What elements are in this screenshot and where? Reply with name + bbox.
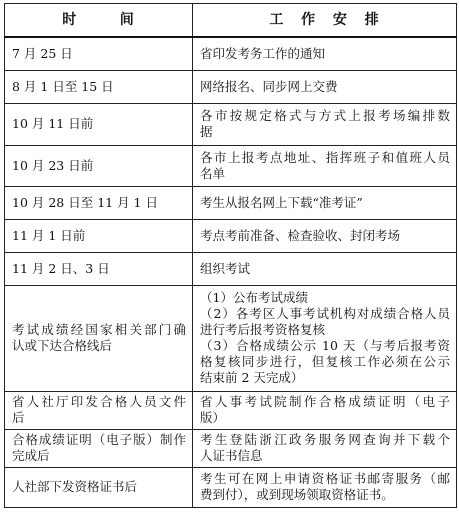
time-cell [5,467,193,507]
time-cell [5,285,193,391]
table-row [5,391,457,429]
task-cell [193,145,457,186]
task-text: 结束前 2 天完成） [200,370,304,385]
table-row [5,103,457,145]
task-text: 费到付），或到现场领取资格证书。 [200,487,394,502]
task-cell [193,285,457,391]
task-cell [193,37,457,70]
task-cell [193,70,457,103]
time-cell [5,37,193,70]
time-text: 10 月 28 日至 11 月 1 日 [12,194,158,210]
task-text: （2）各考区人事考试机构对成绩合格人员 [200,306,450,321]
task-text: 各市上报考点地址、指挥班子和值班人员 [200,149,450,165]
task-cell [193,103,457,145]
table-row [5,70,457,103]
task-cell [193,429,457,467]
time-cell [5,429,193,467]
task-text: 各市按规定格式与方式上报考场编排数 [200,108,450,123]
header-task-char: 作 [301,12,317,28]
header-task-char: 工 [269,12,285,28]
task-text: 组织考试 [200,260,251,276]
task-cell [193,252,457,285]
table-row [5,219,457,252]
table-row [5,186,457,219]
time-text: 后 [12,410,25,425]
table-row [5,145,457,186]
header-task-char: 安 [332,12,348,28]
task-text: 进行考后报考资格复核 [200,322,326,337]
header-task-char: 排 [364,12,380,28]
task-cell [193,391,457,429]
exam-schedule-table [4,3,457,508]
table-row [5,467,457,507]
time-text: 8 月 1 日至 15 日 [12,78,114,94]
time-text: 11 月 2 日、3 日 [12,260,110,276]
time-text: 11 月 1 日前 [12,227,86,243]
time-cell [5,219,193,252]
task-text: 格复核同步进行，但复核工作必须在公示 [200,354,450,369]
time-cell [5,70,193,103]
time-cell [5,103,193,145]
time-cell [5,391,193,429]
time-text: 10 月 11 日前 [12,116,94,131]
task-text: （3）合格成绩公示 10 天（与考后报考资 [200,338,450,353]
time-text: 人社部下发资格证书后 [12,479,138,494]
time-text: 省人社厅印发合格人员文件 [12,394,186,409]
time-text: 考试成绩经国家相关部门确 [12,322,186,337]
time-text: 合格成绩证明（电子版）制作 [12,432,186,447]
task-cell [193,467,457,507]
task-text: 网络报名、同步网上交费 [200,78,338,94]
task-text: 名单 [200,165,226,181]
time-cell [5,252,193,285]
time-text: 完成后 [12,448,50,463]
header-task [193,4,457,38]
time-cell [5,186,193,219]
table-row [5,429,457,467]
table-row [5,252,457,285]
task-text: 省人事考试院制作合格成绩证明（电子 [200,394,450,409]
task-text: 据 [200,124,213,139]
task-cell [193,186,457,219]
table-row [5,285,457,391]
time-cell [5,145,193,186]
header-row [5,4,457,38]
task-text: 版） [200,410,226,425]
task-text: 考生可在网上申请资格证书邮寄服务（邮 [200,471,450,486]
task-text: 省印发考务工作的通知 [200,45,326,61]
task-text: 考生登陆浙江政务服务网查询并下载个 [200,432,450,447]
task-text: 考点考前准备、检查验收、封闭考场 [200,227,401,243]
header-time [5,4,193,38]
task-text: 人证书信息 [200,448,263,463]
time-text: 10 月 23 日前 [12,157,94,173]
task-cell [193,219,457,252]
task-text: （1）公布考试成绩 [200,290,308,305]
header-time-char: 时 [62,12,78,28]
header-time-char: 间 [119,12,135,28]
task-text: 考生从报名网上下载“准考证” [200,194,363,210]
time-text: 7 月 25 日 [12,45,73,61]
table-row [5,37,457,70]
time-text: 认或下达合格线后 [12,338,113,353]
